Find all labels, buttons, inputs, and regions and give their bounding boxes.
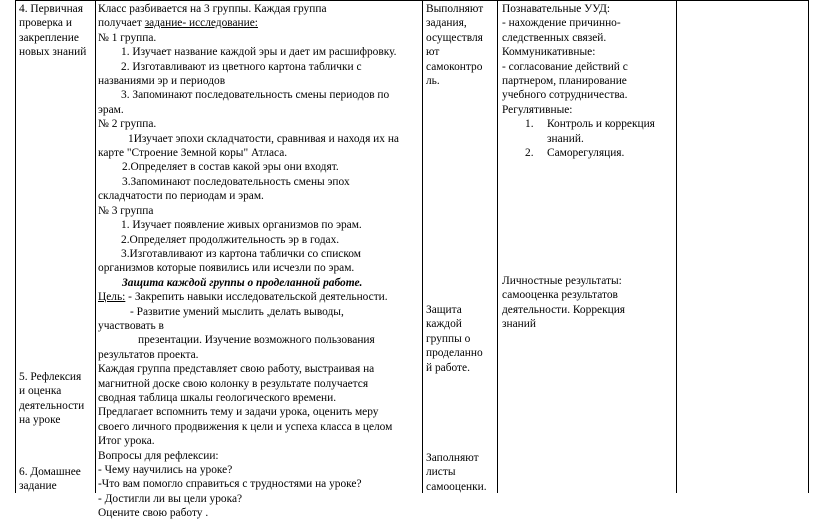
outcomes-uud: Познавательные УУД: - нахождение причинно- следственных связей. Коммуникативные: - согласование действий с партнером, планирование учебного сотрудничества. Регулятивные: 1. Контроль и коррекция знаний. 2. Саморегуляция. [502, 2, 674, 160]
student-activity-block-2: Защита каждой группы о проделанно й работе. [426, 304, 483, 374]
group-3-title: № 3 группа [98, 204, 154, 217]
column-divider-2 [422, 0, 423, 493]
column-divider-1 [95, 0, 96, 493]
table-left-border [15, 0, 16, 493]
communicative-title: Коммуникативные: [502, 46, 596, 59]
column-divider-3 [497, 0, 498, 493]
cognitive-uud-title: Познавательные УУД: [502, 3, 611, 15]
teacher-activity-column: Класс разбивается на 3 группы. Каждая группа получает задание- исследование: № 1 группа. 1. Изучает название каждой эры и дает им расшифровку. 2. Изготавливают из цветного картона таблички с названиями эр и периодов 3. Запоминают последовательность смены периодов по эрам. № 2 группа. 1Изучает эпохи складчатости, сравнивая и находя их на карте "Строение Земной коры" Атласа. 2.Определяет в состав какой эры они входят. 3.Запоминают последовательность смены эпох складчатости по периодам и эрам. № 3 группа 1. Изучает появление живых организмов по эрам. 2.Определяет продолжительность эр в годах. 3.Изготавливают из картона таблички со списком организмов которые появились или исчезли по эрам. Защита каждой группы о проделанной работе. Цель: - Закрепить навыки исследовательской деятельности. - Развитие умений мыслить ,делать выводы, участвовать в презентации. Изучение возможного пользования результатов проекта. Каждая группа представляет свою работу, выстраивая на магнитной доске свою колонку в результате получается сводная таблица шкалы геологического времени. Предлагает вспомнить тему и задачи урока, оценить меру своего личного продвижения к цели и успеха класса в целом Итог урока. Вопросы для рефлексии: - Чему научились на уроке? -Что вам помогло справиться с трудностями на уроке? - Достигли ли вы цели урока? Оцените свою работу . [98, 2, 420, 521]
personal-outcomes: Личностные результаты: самооценка результатов деятельности. Коррекция знаний [502, 275, 626, 331]
stage-6-homework: 6. Домашнее задание [19, 466, 81, 493]
student-activity-block-1: Выполняют задания, осуществля ют самоконтро ль. [426, 3, 484, 88]
table-top-border [15, 0, 809, 1]
goal-label: Цель: [98, 291, 126, 304]
column-divider-5 [808, 0, 809, 493]
regulatory-title: Регулятивные: [502, 103, 573, 116]
research-task-label: задание- исследование: [144, 17, 258, 30]
regulatory-item-2: 2. Саморегуляция. [525, 147, 625, 160]
column-divider-4 [676, 0, 677, 493]
stage-5-reflection: 5. Рефлексия и оценка деятельности на уроке [19, 371, 85, 427]
stage-4-primary-check: 4. Первичная проверка и закрепление новых знаний [19, 3, 87, 59]
student-activity-block-3: Заполняют листы самооценки. [426, 452, 487, 493]
group-defense-heading: Защита каждой группы о проделанной работе. [122, 276, 363, 289]
empty-notes-column [678, 2, 806, 490]
regulatory-item-1: 1. Контроль и коррекция [525, 118, 655, 131]
group-1-title: № 1 группа. [98, 31, 157, 44]
stage-column [19, 2, 95, 60]
group-2-title: № 2 группа. [98, 118, 157, 131]
